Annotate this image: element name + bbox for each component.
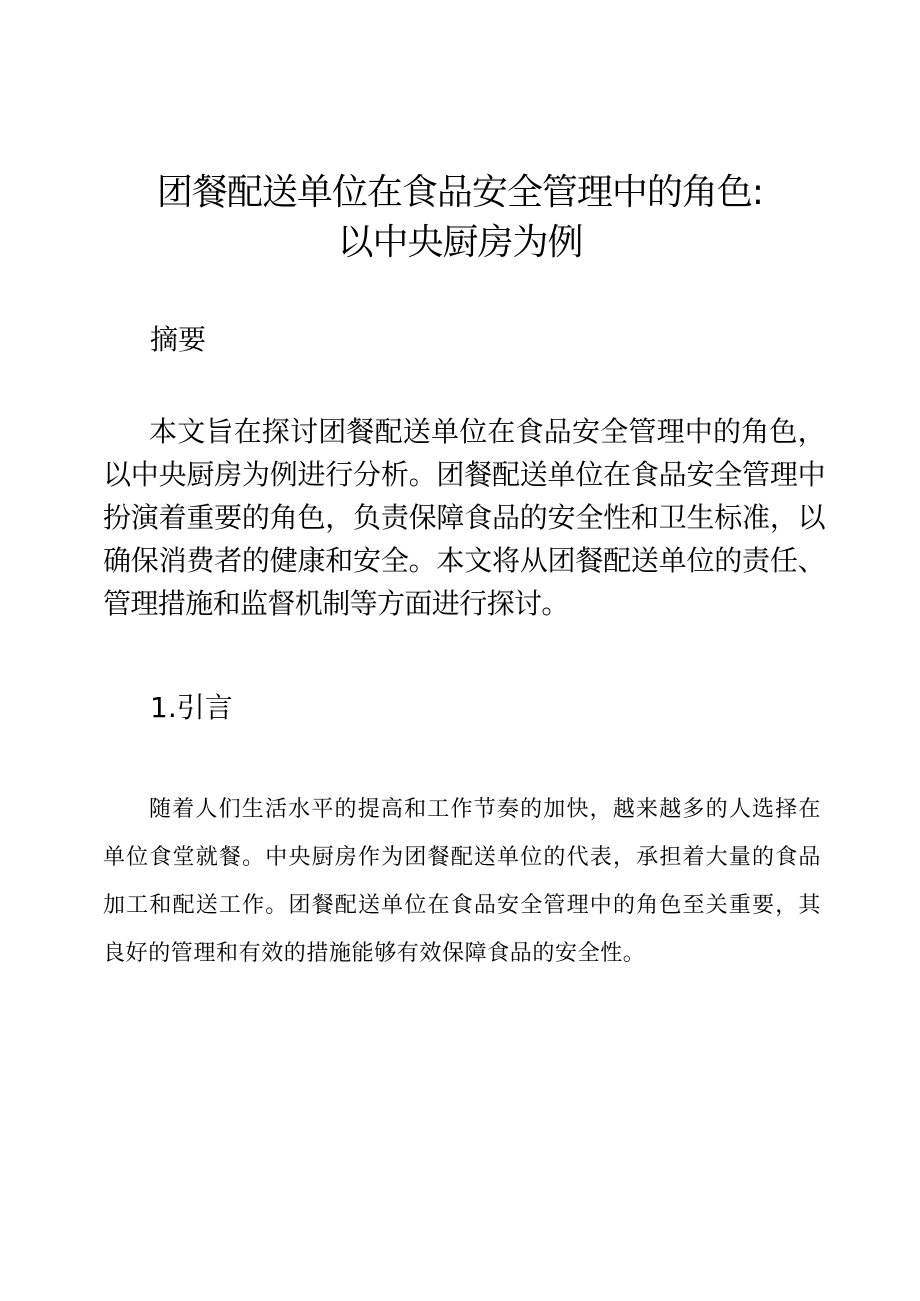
section-1-heading: 1.引言 [150, 691, 233, 724]
abstract-heading: 摘要 [150, 323, 207, 356]
section-1-paragraph: 随着人们生活水平的提高和工作节奏的加快，越来越多的人选择在单位食堂就餐。中央厨房作为团餐配送单位的代表，承担着大量的食品加工和配送工作。团餐配送单位在食品安全管理中的角色至关重要，其良好的管理和有效的措施能够有效保障食品的安全性。 [103, 797, 821, 966]
document-title [0, 168, 920, 268]
abstract-paragraph: 本文旨在探讨团餐配送单位在食品安全管理中的角色，以中央厨房为例进行分析。团餐配送单位在食品安全管理中扮演着重要的角色，负责保障食品的安全性和卫生标准，以确保消费者的健康和安全。本文将从团餐配送单位的责任、管理措施和监督机制等方面进行探讨。 [103, 415, 825, 620]
title-line-1: 团餐配送单位在食品安全管理中的角色: [156, 172, 764, 213]
title-line-2: 以中央厨房为例 [337, 222, 583, 263]
